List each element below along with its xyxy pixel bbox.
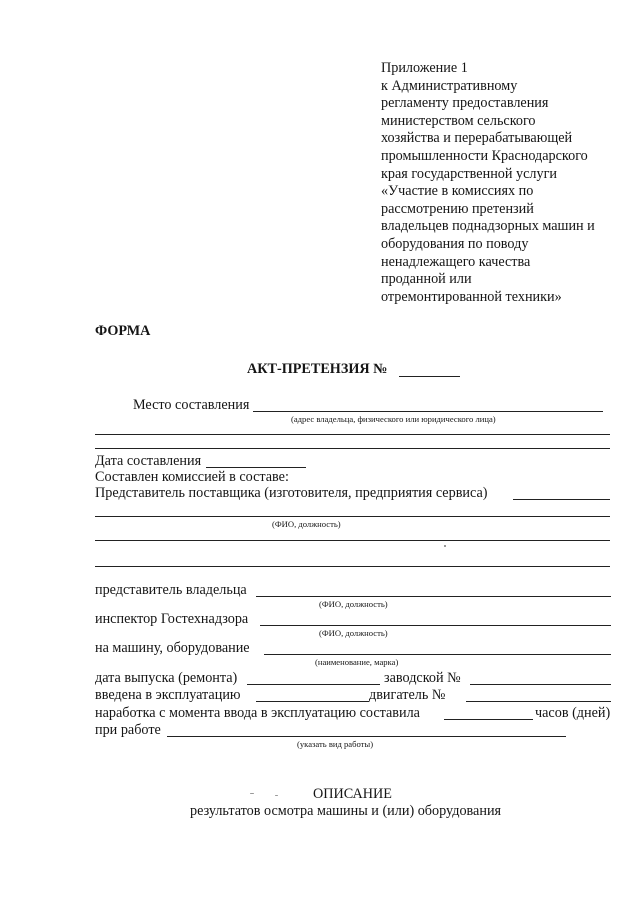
description-title: ОПИСАНИЕ (313, 786, 392, 802)
scan-speck (275, 795, 278, 796)
supplier-line-2[interactable] (95, 516, 610, 517)
appendix-line: ненадлежащего качества (381, 253, 531, 270)
work-line[interactable] (167, 736, 566, 737)
appendix-line: к Административному (381, 77, 518, 94)
appendix-line: промышленности Краснодарского (381, 147, 588, 164)
operating-line[interactable] (444, 719, 533, 720)
place-line-2[interactable] (95, 434, 610, 435)
place-line-3[interactable] (95, 448, 610, 449)
supplier-label: Представитель поставщика (изготовителя, предприятия сервиса) (95, 485, 488, 501)
act-title: АКТ-ПРЕТЕНЗИЯ № (247, 361, 388, 377)
place-caption: (адрес владельца, физического или юридического лица) (291, 414, 496, 424)
machine-line[interactable] (264, 654, 611, 655)
release-label: дата выпуска (ремонта) (95, 670, 238, 686)
engine-label: двигатель № (369, 687, 446, 703)
commission-label: Составлен комиссией в составе: (95, 469, 289, 485)
factory-no-line[interactable] (470, 684, 611, 685)
work-caption: (указать вид работы) (297, 739, 374, 749)
owner-label: представитель владельца (95, 582, 247, 598)
act-number-line[interactable] (399, 376, 460, 377)
hours-label: часов (дней) (535, 705, 611, 721)
appendix-line: регламенту предоставления (381, 95, 549, 112)
form-label: ФОРМА (95, 323, 151, 339)
owner-caption: (ФИО, должность) (319, 599, 388, 609)
supplier-caption: (ФИО, должность) (272, 519, 341, 529)
appendix-block (381, 60, 631, 306)
appendix-line: рассмотрению претензий (381, 200, 534, 217)
inspector-label: инспектор Гостехнадзора (95, 611, 249, 627)
supplier-line-4[interactable] (95, 566, 610, 567)
work-label: при работе (95, 722, 161, 738)
appendix-line: владельцев поднадзорных машин и (381, 218, 595, 235)
place-line[interactable] (253, 411, 603, 412)
machine-caption: (наименование, марка) (315, 657, 399, 667)
release-line[interactable] (247, 684, 380, 685)
machine-label: на машину, оборудование (95, 640, 250, 656)
appendix-line: проданной или (381, 271, 472, 288)
operating-label: наработка с момента ввода в эксплуатацию составила (95, 705, 420, 721)
appendix-line: края государственной услуги (381, 165, 557, 182)
factory-no-label: заводской № (384, 670, 461, 686)
engine-line[interactable] (466, 701, 611, 702)
supplier-line-3[interactable] (95, 540, 610, 541)
date-line[interactable] (206, 467, 306, 468)
supplier-line[interactable] (513, 499, 610, 500)
appendix-line: «Участие в комиссиях по (381, 183, 534, 200)
description-subtitle: результатов осмотра машины и (или) оборудования (190, 803, 502, 819)
appendix-line: хозяйства и перерабатывающей (381, 130, 573, 147)
inspector-line[interactable] (260, 625, 611, 626)
commissioned-label: введена в эксплуатацию (95, 687, 241, 703)
scan-speck (250, 793, 254, 794)
appendix-line: Приложение 1 (381, 60, 468, 76)
place-label: Место составления (133, 397, 250, 413)
owner-line[interactable] (256, 596, 611, 597)
inspector-caption: (ФИО, должность) (319, 628, 388, 638)
scan-speck (444, 545, 446, 547)
appendix-line: оборудования по поводу (381, 235, 529, 252)
appendix-line: отремонтированной техники» (381, 288, 562, 305)
appendix-line: министерством сельского (381, 112, 536, 129)
date-label: Дата составления (95, 453, 202, 469)
commissioned-line[interactable] (256, 701, 369, 702)
